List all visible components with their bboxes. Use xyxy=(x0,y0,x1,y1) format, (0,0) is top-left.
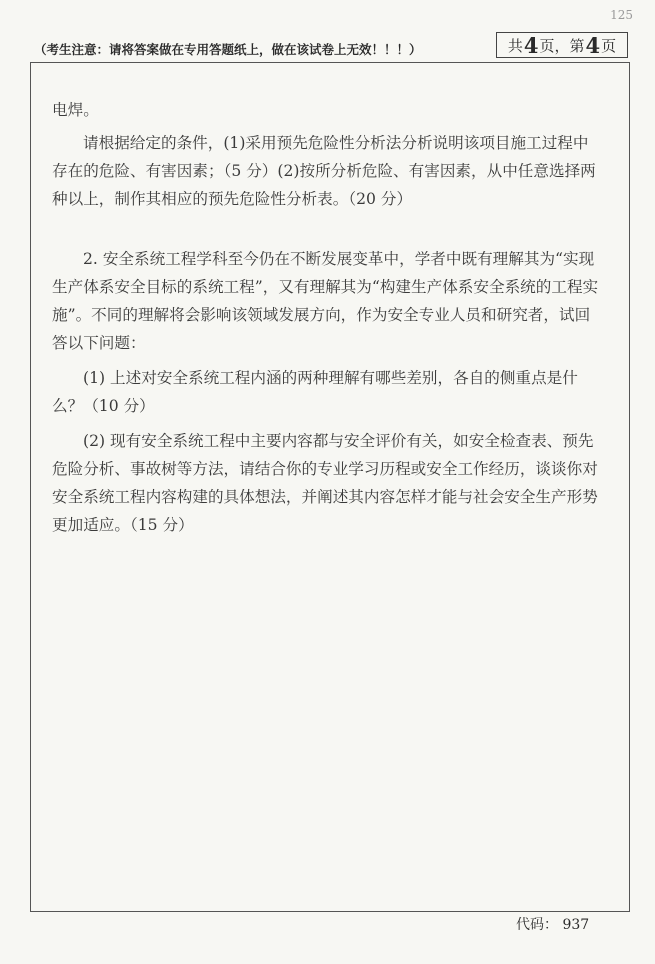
page-middle: 页，第 xyxy=(539,36,585,55)
page-suffix: 页 xyxy=(601,36,617,55)
question-1-instructions: 请根据给定的条件，(1)采用预先危险性分析法分析说明该项目施工过程中存在的危险、有害因素；（5 分）(2)按所分析危险、有害因素，从中任意选择两种以上，制作其相应的预先危险性分析表。（20 分） xyxy=(52,134,596,208)
question-2-intro: 2. 安全系统工程学科至今仍在不断发展变革中，学者中既有理解其为“实现生产体系安全目标的系统工程”，又有理解其为“构建生产体系安全系统的工程实施”。不同的理解将会影响该领域发展方向，作为安全专业人员和研究者，试回答以下问题： xyxy=(52,250,599,352)
question-2-sub-2: (2) 现有安全系统工程中主要内容都与安全评价有关，如安全检查表、预先危险分析、事故树等方法，请结合你的专业学习历程或安全工作经历，谈谈你对安全系统工程内容构建的具体想法，并阐述其内容怎样才能与社会安全生产形势更加适应。（15 分） xyxy=(52,432,598,534)
page-prefix: 共 xyxy=(507,36,523,55)
exam-code xyxy=(516,914,589,934)
exam-code-value: 937 xyxy=(562,917,590,933)
page-indicator xyxy=(496,32,628,58)
total-pages: 4 xyxy=(523,32,539,58)
exam-notice: （考生注意：请将答案做在专用答题纸上，做在该试卷上无效！！！） xyxy=(34,42,422,57)
question-content xyxy=(52,96,604,539)
exam-code-label: 代码： xyxy=(516,917,558,933)
current-page: 4 xyxy=(585,32,601,58)
continued-line: 电焊。 xyxy=(52,101,99,119)
page-number: 125 xyxy=(610,8,633,22)
question-2-sub-1: (1) 上述对安全系统工程内涵的两种理解有哪些差别，各自的侧重点是什么？（10 分） xyxy=(52,369,578,415)
